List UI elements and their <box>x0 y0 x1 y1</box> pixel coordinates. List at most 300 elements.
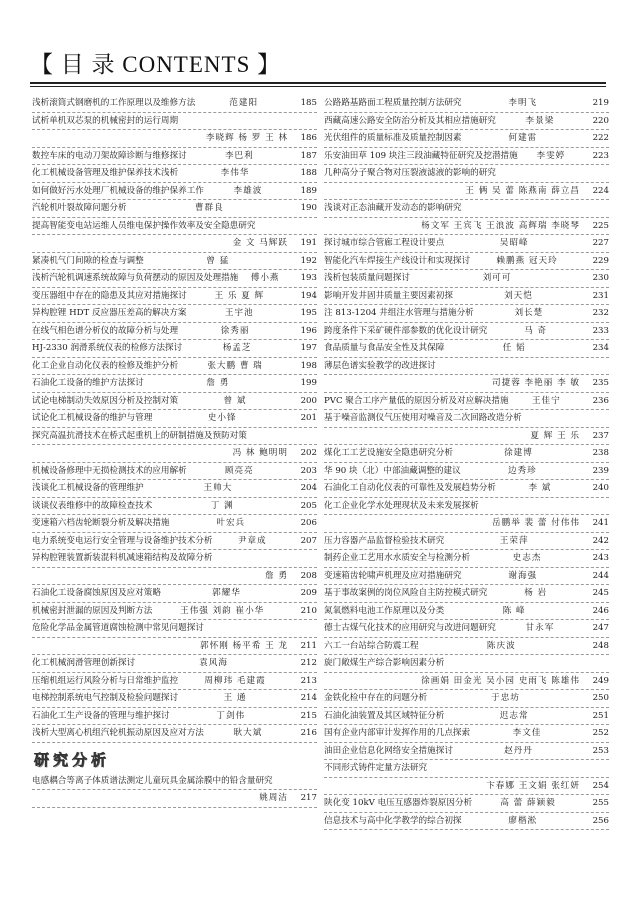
entry-title: 食品质量与食品安全性及其保障 <box>324 343 445 353</box>
toc-entry[interactable] <box>32 288 317 306</box>
toc-line <box>32 183 317 201</box>
toc-line <box>32 463 317 481</box>
toc-entry[interactable] <box>324 288 609 306</box>
entry-authors: 李明飞 <box>508 98 538 108</box>
entry-page-number: 193 <box>300 273 317 283</box>
entry-page-number: 233 <box>592 325 609 336</box>
entry-page-number: 239 <box>592 465 609 476</box>
toc-entry[interactable] <box>324 253 609 271</box>
entry-page-number: 234 <box>592 343 609 353</box>
entry-title: 探究高温抗滑技术在桥式起重机上的研制措施及预防对策 <box>32 430 247 441</box>
toc-entry[interactable] <box>32 515 317 533</box>
entry-page-number: 243 <box>592 553 609 563</box>
entry-title: 氮氧燃料电池工作原理以及分类 <box>324 605 445 616</box>
entry-page-number: 191 <box>300 238 317 248</box>
entry-page-number: 189 <box>300 185 317 196</box>
toc-line <box>324 270 609 288</box>
entry-authors: 冯 林 鲍明明 <box>232 448 288 458</box>
toc-entry[interactable] <box>324 410 609 445</box>
entry-page-number: 185 <box>300 98 317 108</box>
toc-line <box>324 200 609 218</box>
toc-line <box>324 673 609 691</box>
entry-page-number: 199 <box>300 378 317 388</box>
toc-right-entries <box>324 95 609 830</box>
entry-title: 化工机械润滑管理创新探讨 <box>32 658 136 668</box>
toc-entry[interactable] <box>324 603 609 621</box>
entry-page-number: 254 <box>592 780 609 791</box>
toc-entry[interactable] <box>324 130 609 148</box>
entry-title: 机械密封泄漏的原因及判断方法 <box>32 605 153 616</box>
toc-line <box>32 410 317 428</box>
entry-title: 跨度条件下采矿硬件部参数的优化设计研究 <box>324 325 488 336</box>
toc-entry[interactable] <box>32 218 317 253</box>
entry-authors: 杨 岩 <box>524 588 548 598</box>
toc-line <box>32 498 317 516</box>
toc-line <box>32 620 317 638</box>
toc-line <box>32 375 317 393</box>
toc-entry[interactable] <box>324 690 609 708</box>
entry-title: 异构腔锂装置新装混料机减速箱结构及故障分析 <box>32 553 213 563</box>
entry-page-number: 215 <box>300 710 317 721</box>
toc-entry[interactable] <box>32 305 317 323</box>
entry-page-number: 190 <box>300 203 317 213</box>
toc-line <box>324 620 609 638</box>
toc-line <box>324 743 609 761</box>
entry-authors: 王 乐 夏 辉 <box>214 290 265 301</box>
toc-line <box>324 428 609 446</box>
toc-entry[interactable] <box>324 340 609 358</box>
entry-title: 薄层色谱实验教学的改进探讨 <box>324 360 436 371</box>
entry-page-number: 209 <box>300 588 317 598</box>
toc-entry[interactable] <box>32 533 317 551</box>
toc-line <box>32 790 317 808</box>
entry-authors: 王 通 <box>223 693 247 703</box>
entry-title: HJ-2330 润滑系统仪表的检修方法探讨 <box>32 343 183 353</box>
toc-entry[interactable] <box>324 148 609 166</box>
toc-left-entries <box>32 95 317 743</box>
toc-left-bottom-entries <box>32 773 317 808</box>
toc-line <box>32 165 317 183</box>
entry-authors: 张大鹏 曹 瑞 <box>207 360 263 371</box>
entry-authors: 刘可可 <box>482 273 512 283</box>
entry-title: 信息技术与高中化学教学的综合初探 <box>324 815 462 826</box>
entry-authors: 甘永军 <box>525 623 555 633</box>
entry-authors: 李文佳 <box>512 728 542 738</box>
entry-title: 谈谈仪表维修中的故障检查技术 <box>32 500 153 511</box>
entry-authors: 金 文 马辉跃 <box>232 238 288 248</box>
toc-entry[interactable] <box>324 533 609 551</box>
toc-entry[interactable] <box>324 725 609 743</box>
entry-title: 注 813-1204 井组注水管理与措施分析 <box>324 308 474 318</box>
entry-title: 石油化工自动化仪表的可靠性及发展趋势分析 <box>324 483 496 493</box>
entry-title: 探讨城市综合管廊工程设计要点 <box>324 238 445 248</box>
entry-page-number: 248 <box>592 640 609 651</box>
toc-entry[interactable] <box>324 393 609 411</box>
entry-page-number: 244 <box>592 570 609 581</box>
entry-authors: 郭耀华 <box>212 588 241 598</box>
entry-title: 华 90 块（北）中部油藏调整的建议 <box>324 465 461 476</box>
entry-authors: 丁 渊 <box>210 500 234 511</box>
entry-page-number: 202 <box>300 448 317 458</box>
toc-line <box>32 270 317 288</box>
entry-title: 提高智能变电站运维人员维电保护操作效率及安全隐患研究 <box>32 220 256 231</box>
toc-entry[interactable] <box>324 620 609 638</box>
entry-page-number: 237 <box>592 430 609 441</box>
entry-page-number: 212 <box>300 658 317 668</box>
entry-title: 西藏高速公路安全防治分析及其相应措施研究 <box>324 115 496 126</box>
toc-entry[interactable] <box>324 638 609 656</box>
toc-entry[interactable] <box>32 690 317 708</box>
toc-line <box>32 218 317 236</box>
toc-line <box>32 323 317 341</box>
toc-line <box>324 708 609 726</box>
entry-page-number: 214 <box>300 693 317 703</box>
entry-page-number: 230 <box>592 273 609 283</box>
toc-line <box>32 533 317 551</box>
entry-page-number: 253 <box>592 745 609 756</box>
toc-line <box>32 725 317 743</box>
toc-entry[interactable] <box>32 428 317 463</box>
entry-title: 金铁化检中存在的问题分析 <box>324 693 428 703</box>
entry-authors: 王 俩 吴 蕾 陈燕南 薛立昌 <box>465 185 580 196</box>
entry-title: 旋门敞煤生产综合影响因素分析 <box>324 658 445 668</box>
toc-line <box>324 445 609 463</box>
entry-authors: 司捷蓉 李艳丽 李 敏 <box>492 378 580 388</box>
entry-authors: 迟志常 <box>499 710 529 721</box>
toc-entry[interactable] <box>32 95 317 113</box>
entry-title: 油田企业信息化网络安全措施探讨 <box>324 745 453 756</box>
entry-page-number: 227 <box>592 238 609 248</box>
toc-line <box>324 323 609 341</box>
entry-title: 电感耦合等离子体质谱法测定儿童玩具金属涂膜中的铅含量研究 <box>32 775 273 786</box>
toc-line <box>324 218 609 236</box>
entry-authors: 詹 勇 <box>206 378 230 388</box>
entry-page-number: 241 <box>592 518 609 528</box>
toc-entry[interactable] <box>324 708 609 726</box>
toc-entry[interactable] <box>324 235 609 253</box>
entry-title: 在线气相色谱分析仪的故障分析与处理 <box>32 325 179 336</box>
toc-entry[interactable] <box>32 708 317 726</box>
toc-entry[interactable] <box>324 498 609 533</box>
entry-page-number: 198 <box>300 360 317 371</box>
entry-authors: 徐画娟 田金光 吴小园 史雨飞 陈雄伟 <box>421 675 580 686</box>
entry-authors: 王帅大 <box>203 483 233 493</box>
entry-page-number: 220 <box>592 115 609 126</box>
toc-line <box>32 358 317 376</box>
entry-authors: 郭怀刚 杨平希 王 龙 <box>200 640 288 651</box>
entry-title: 石油化油装置及其区域特征分析 <box>324 710 445 721</box>
toc-entry[interactable] <box>324 305 609 323</box>
entry-page-number: 255 <box>592 798 609 808</box>
entry-page-number: 204 <box>300 483 317 493</box>
toc-line <box>32 655 317 673</box>
toc-entry[interactable] <box>32 165 317 183</box>
toc-entry[interactable] <box>32 200 317 218</box>
entry-title: 煤化工工艺设施安全隐患研究分析 <box>324 448 453 458</box>
toc-line <box>324 760 609 778</box>
entry-title: 压缩机组运行风险分析与日常维护监控 <box>32 675 179 686</box>
toc-entry[interactable] <box>324 95 609 113</box>
toc-entry[interactable] <box>324 200 609 235</box>
toc-entry[interactable] <box>32 725 317 743</box>
entry-title: 几种高分子聚合物对压裂液滤液的影响的研究 <box>324 168 496 178</box>
toc-entry[interactable] <box>32 773 317 808</box>
toc-line <box>324 795 609 813</box>
entry-authors: 李雯婷 <box>536 150 566 161</box>
toc-entry[interactable] <box>32 393 317 411</box>
toc-line <box>324 95 609 113</box>
entry-authors: 刘长楚 <box>514 308 544 318</box>
toc-line <box>32 305 317 323</box>
toc-entry[interactable] <box>32 620 317 655</box>
entry-authors: 李景梁 <box>525 115 555 126</box>
toc-left-column <box>32 95 317 808</box>
title-rule-thin <box>30 86 606 87</box>
entry-title: 试论电梯制动失效原因分析及控制对策 <box>32 395 179 406</box>
toc-line <box>324 638 609 656</box>
toc-entry[interactable] <box>324 323 609 341</box>
toc-line <box>324 410 609 428</box>
entry-title: 浅析汽轮机调速系统故障与负荷摆动的原因及处理措施 <box>32 273 239 283</box>
entry-page-number: 235 <box>592 378 609 388</box>
entry-authors: 徐秀丽 <box>220 325 250 336</box>
entry-authors: 边秀珍 <box>507 465 537 476</box>
entry-title: 浅析包装质量问题探讨 <box>324 273 410 283</box>
entry-authors: 谢海强 <box>508 570 538 581</box>
toc-entry[interactable] <box>32 655 317 673</box>
entry-authors: 杨文军 王宾飞 王浪波 高辉瑞 李晓琴 <box>421 220 580 231</box>
toc-entry[interactable] <box>324 743 609 761</box>
entry-authors: 赵丹丹 <box>504 745 533 756</box>
entry-page-number: 192 <box>300 255 317 266</box>
entry-authors: 岳鹏举 裴 蕾 付伟伟 <box>492 518 580 528</box>
entry-page-number: 186 <box>300 133 317 143</box>
toc-line <box>324 148 609 166</box>
entry-authors: 李晓辉 杨 罗 王 林 <box>205 133 288 143</box>
toc-entry[interactable] <box>32 410 317 428</box>
entry-title: 制药企业工艺用水水质安全与检测分析 <box>324 553 471 563</box>
entry-title: 基于事故案例的岗位风险自主防控模式研究 <box>324 588 488 598</box>
entry-title: 基于噪音监测仪气压使用对噪音及二次回路改造分析 <box>324 413 522 423</box>
entry-title: 试析单机双芯泵的机械密封的运行周期 <box>32 115 179 126</box>
toc-line <box>32 113 317 131</box>
entry-authors: 叶宏兵 <box>216 518 246 528</box>
toc-entry[interactable] <box>32 498 317 516</box>
entry-title: PVC 聚合工序产量低的原因分析及对应解决措施 <box>324 395 509 406</box>
entry-title: 机械设备修理中无损检测技术的应用解析 <box>32 465 187 476</box>
toc-line <box>324 305 609 323</box>
toc-entry[interactable] <box>32 270 317 288</box>
entry-page-number: 217 <box>300 793 317 803</box>
entry-authors: 丁剑伟 <box>216 710 246 721</box>
toc-entry[interactable] <box>32 603 317 621</box>
entry-page-number: 238 <box>592 448 609 458</box>
entry-title: 汽轮机叶裂故障问题分析 <box>32 203 127 213</box>
entry-authors: 史小锋 <box>207 413 237 423</box>
toc-entry[interactable] <box>324 270 609 288</box>
entry-authors: 于忠坊 <box>491 693 520 703</box>
toc-entry[interactable] <box>32 113 317 148</box>
entry-authors: 杨孟芝 <box>222 343 252 353</box>
toc-entry[interactable] <box>32 673 317 691</box>
toc-line <box>32 235 317 253</box>
entry-page-number: 205 <box>300 500 317 511</box>
toc-line <box>324 725 609 743</box>
toc-entry[interactable] <box>32 148 317 166</box>
entry-page-number: 188 <box>300 168 317 178</box>
toc-entry[interactable] <box>32 375 317 393</box>
toc-line <box>324 603 609 621</box>
toc-entry[interactable] <box>324 358 609 393</box>
toc-line <box>324 568 609 586</box>
entry-title: 智能化汽车焊接生产线设计和实现探讨 <box>324 255 471 266</box>
entry-title: 试论化工机械设备的维护与管理 <box>32 413 153 423</box>
entry-page-number: 250 <box>592 693 609 703</box>
entry-page-number: 247 <box>592 623 609 633</box>
entry-page-number: 246 <box>592 605 609 616</box>
entry-page-number: 211 <box>300 640 317 651</box>
toc-line <box>324 165 609 183</box>
entry-authors: 曾 猛 <box>206 255 230 266</box>
entry-page-number: 197 <box>300 343 317 353</box>
toc-entry[interactable] <box>324 568 609 586</box>
entry-authors: 李巴利 <box>224 150 254 161</box>
toc-line <box>32 568 317 586</box>
entry-page-number: 195 <box>300 308 317 318</box>
toc-entry[interactable] <box>32 340 317 358</box>
entry-title: 浅析大型离心机组汽轮机振动原因及应对方法 <box>32 728 204 738</box>
entry-page-number: 194 <box>300 290 317 301</box>
toc-entry[interactable] <box>324 463 609 481</box>
entry-page-number: 219 <box>592 98 609 108</box>
entry-title: 影响开发井固井质量主要因素初探 <box>324 290 453 301</box>
toc-line <box>32 340 317 358</box>
toc-line <box>32 200 317 218</box>
toc-line <box>324 778 609 796</box>
entry-title: 德士古煤气化技术的应用研究与改进问题研究 <box>324 623 496 633</box>
toc-entry[interactable] <box>32 480 317 498</box>
entry-page-number: 201 <box>300 413 317 423</box>
toc-entry[interactable] <box>32 585 317 603</box>
toc-line <box>324 463 609 481</box>
entry-title: 危险化学品金属管道腐蚀检测中常见问题探讨 <box>32 623 204 633</box>
toc-line <box>324 253 609 271</box>
toc-entry[interactable] <box>324 655 609 690</box>
toc-line <box>32 773 317 791</box>
toc-entry[interactable] <box>324 480 609 498</box>
entry-title: 公路路基路面工程质量控制方法研究 <box>324 98 462 108</box>
toc-line <box>32 638 317 656</box>
entry-page-number: 187 <box>300 150 317 161</box>
entry-page-number: 229 <box>592 255 609 266</box>
entry-authors: 李雄波 <box>233 185 263 196</box>
toc-line <box>324 655 609 673</box>
toc-line <box>324 550 609 568</box>
entry-authors: 李 斌 <box>528 483 552 493</box>
toc-entry[interactable] <box>32 183 317 201</box>
entry-authors: 夏 辉 王 乐 <box>530 430 580 441</box>
toc-entry[interactable] <box>32 358 317 376</box>
entry-title: 浅谈对正态油藏开发动态的影响研究 <box>324 203 462 213</box>
entry-page-number: 207 <box>300 535 317 546</box>
toc-entry[interactable] <box>324 550 609 568</box>
entry-page-number: 231 <box>592 290 609 301</box>
entry-title: 电梯控制系统电气控制及检验问题探讨 <box>32 693 179 703</box>
entry-title: 变速箱齿轮啸声机理及应对措施研究 <box>324 570 462 581</box>
toc-line <box>324 130 609 148</box>
toc-entry[interactable] <box>324 445 609 463</box>
toc-line <box>324 498 609 516</box>
entry-authors: 何建雷 <box>508 133 538 143</box>
entry-page-number: 216 <box>300 728 317 738</box>
entry-title: 六工一台站综合防震工程 <box>324 640 419 651</box>
section-heading <box>32 747 317 773</box>
entry-title: 光伏组件的质量标准及质量控制因素 <box>324 133 462 143</box>
entry-title: 变速箱六档齿轮断裂分析及解决措施 <box>32 518 170 528</box>
toc-line <box>32 288 317 306</box>
entry-authors: 史志杰 <box>512 553 542 563</box>
entry-title: 乐安油田草 109 块注三段油藏特征研究及挖潜措施 <box>324 150 518 161</box>
entry-authors: 陈 峰 <box>502 605 526 616</box>
entry-title: 变压器组中存在的隐患及其应对措施探讨 <box>32 290 187 301</box>
entry-page-number: 223 <box>592 150 609 161</box>
entry-authors: 王佳宁 <box>531 395 561 406</box>
entry-page-number: 236 <box>592 395 609 406</box>
toc-line <box>324 340 609 358</box>
entry-page-number: 251 <box>592 710 609 721</box>
toc-line <box>32 515 317 533</box>
entry-authors: 袁风海 <box>199 658 228 668</box>
toc-line <box>32 148 317 166</box>
toc-entry[interactable] <box>324 795 609 813</box>
toc-line <box>32 428 317 446</box>
entry-authors: 范建阳 <box>229 98 259 108</box>
entry-authors: 高 蕾 薛颖毅 <box>500 798 556 808</box>
toc-entry[interactable] <box>324 760 609 795</box>
entry-page-number: 200 <box>300 395 317 406</box>
entry-authors: 徐建博 <box>504 448 533 458</box>
toc-line <box>32 550 317 568</box>
entry-authors: 傅小燕 <box>250 273 280 283</box>
toc-line <box>32 253 317 271</box>
entry-authors: 赖鹏燕 冠天玲 <box>496 255 558 266</box>
toc-line <box>324 288 609 306</box>
entry-title: 石油化工设备的维护方法探讨 <box>32 378 144 388</box>
entry-page-number: 206 <box>300 518 317 528</box>
toc-line <box>32 130 317 148</box>
entry-authors: 顾亮亮 <box>224 465 254 476</box>
toc-line <box>324 533 609 551</box>
entry-authors: 刘天恺 <box>504 290 533 301</box>
toc-entry[interactable] <box>32 323 317 341</box>
entry-authors: 吴昭峰 <box>499 238 529 248</box>
toc-entry[interactable] <box>324 813 609 831</box>
toc-line <box>324 813 609 831</box>
toc-entry[interactable] <box>32 463 317 481</box>
toc-entry[interactable] <box>324 113 609 131</box>
entry-page-number: 252 <box>592 728 609 738</box>
entry-title: 石油化工生产设备的管理与维护探讨 <box>32 710 170 721</box>
toc-entry[interactable] <box>324 165 609 200</box>
entry-page-number: 232 <box>592 308 609 318</box>
toc-entry[interactable] <box>32 253 317 271</box>
entry-page-number: 196 <box>300 325 317 336</box>
toc-entry[interactable] <box>324 585 609 603</box>
entry-page-number: 256 <box>592 815 609 826</box>
entry-authors: 曹群良 <box>194 203 224 213</box>
toc-entry[interactable] <box>32 550 317 585</box>
entry-page-number: 208 <box>300 570 317 581</box>
